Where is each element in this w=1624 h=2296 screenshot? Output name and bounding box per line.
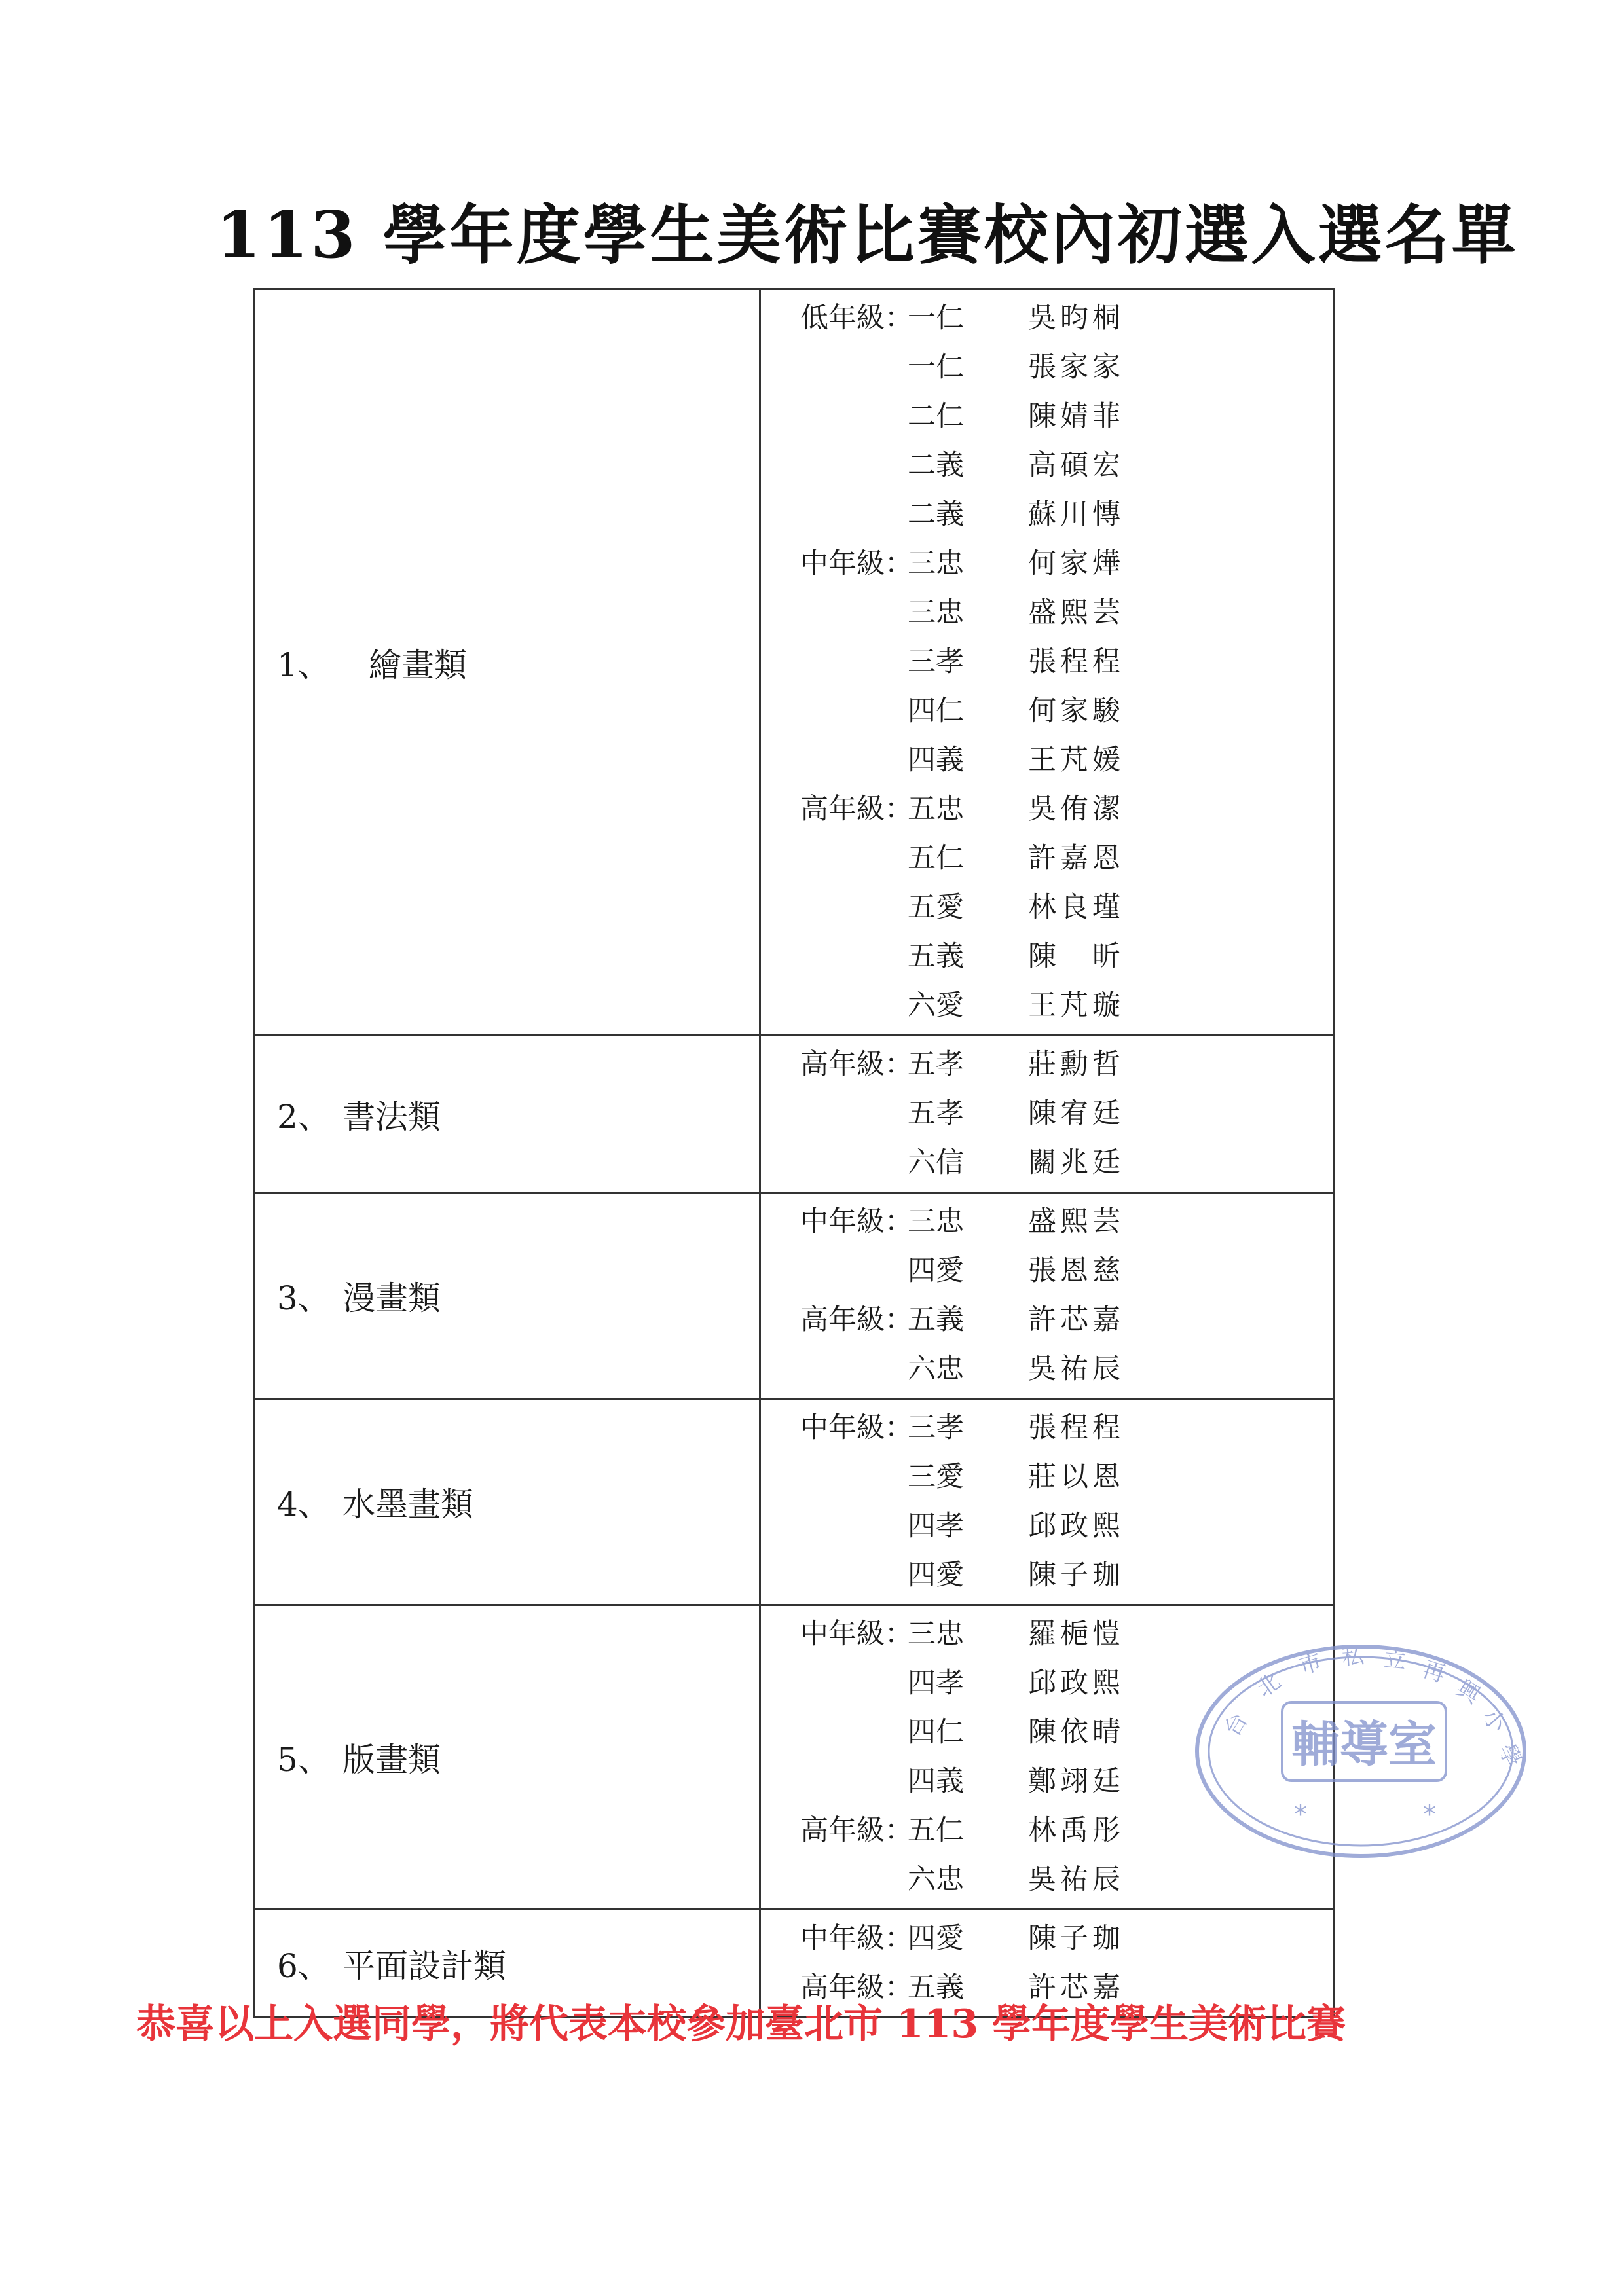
- student-entry: [761, 589, 1333, 638]
- grade-label: 中年級：: [800, 1618, 913, 1650]
- student-entry: [761, 1040, 1333, 1089]
- class-label: 五忠: [908, 793, 964, 826]
- congratulation-note: 恭喜以上入選同學，將代表本校參加臺北市 113 學年度學生美術比賽: [136, 2001, 1346, 2047]
- student-name: 吳昀桐: [1028, 302, 1124, 335]
- category-number: 4、: [277, 1485, 331, 1523]
- class-label: 五孝: [908, 1048, 964, 1081]
- category-name: 書法類: [342, 1097, 441, 1136]
- selection-table: [253, 288, 1335, 2018]
- student-name: 邱政熙: [1028, 1667, 1124, 1700]
- grade-label: 中年級：: [800, 1205, 913, 1238]
- grade-label: 低年級：: [800, 302, 913, 335]
- student-name: 高碩宏: [1028, 449, 1124, 482]
- class-label: 三忠: [908, 547, 964, 580]
- student-name: 許芯嘉: [1028, 1971, 1124, 2004]
- grade-label: 高年級：: [800, 1048, 913, 1081]
- student-name: 何家駿: [1028, 695, 1124, 727]
- student-name: 鄭翊廷: [1028, 1765, 1124, 1798]
- class-label: 三忠: [908, 596, 964, 629]
- class-label: 六愛: [908, 989, 964, 1022]
- student-name: 盛熙芸: [1028, 596, 1124, 629]
- entries-cell: [760, 1399, 1334, 1605]
- category-cell: [254, 1036, 760, 1193]
- student-entry: [761, 1551, 1333, 1600]
- category-number: 3、: [277, 1279, 331, 1317]
- student-name: 林禹彤: [1028, 1814, 1124, 1847]
- student-entry: [761, 1296, 1333, 1345]
- class-label: 五愛: [908, 891, 964, 924]
- entries-cell: [760, 289, 1334, 1036]
- student-name: 蘇川慱: [1028, 498, 1124, 531]
- page-title: 113 學年度學生美術比賽校內初選入選名單: [216, 198, 1519, 273]
- class-label: 四愛: [908, 1254, 964, 1287]
- class-label: 五義: [908, 1303, 964, 1336]
- student-name: 吳侑潔: [1028, 793, 1124, 826]
- entries-cell: [760, 1036, 1334, 1193]
- student-entry: [761, 1139, 1333, 1188]
- student-entry: [761, 1197, 1333, 1247]
- class-label: 三忠: [908, 1618, 964, 1650]
- student-entry: [761, 294, 1333, 343]
- table-body: [254, 289, 1334, 2018]
- category-number: 1、: [277, 646, 331, 684]
- student-name: 邱政熙: [1028, 1510, 1124, 1542]
- student-name: 莊以恩: [1028, 1461, 1124, 1493]
- student-entry: [761, 1502, 1333, 1551]
- class-label: 五仁: [908, 1814, 964, 1847]
- student-name: 許芯嘉: [1028, 1303, 1124, 1336]
- student-name: 盛熙芸: [1028, 1205, 1124, 1238]
- student-entry: [761, 1404, 1333, 1453]
- student-entry: [761, 932, 1333, 981]
- category-cell: [254, 289, 760, 1036]
- student-name: 許嘉恩: [1028, 842, 1124, 875]
- category-name: 版畫類: [342, 1741, 441, 1779]
- student-entry: [761, 490, 1333, 539]
- student-name: 吳祐辰: [1028, 1353, 1124, 1385]
- grade-label: 中年級：: [800, 1412, 913, 1444]
- category-row: [254, 1036, 1334, 1193]
- student-entry: [761, 343, 1333, 392]
- class-label: 二仁: [908, 400, 964, 433]
- student-name: 張家家: [1028, 351, 1124, 384]
- svg-text:立: 立: [1382, 1646, 1408, 1675]
- student-name: 陳婧菲: [1028, 400, 1124, 433]
- category-row: [254, 289, 1334, 1036]
- svg-text:輔導室: 輔導室: [1291, 1717, 1437, 1773]
- class-label: 三愛: [908, 1461, 964, 1493]
- student-name: 陳 昕: [1028, 940, 1124, 973]
- category-row: [254, 1605, 1334, 1910]
- student-entry: [761, 687, 1333, 736]
- svg-text:私: 私: [1340, 1643, 1365, 1671]
- class-label: 五義: [908, 1971, 964, 2004]
- student-entry: [761, 785, 1333, 834]
- category-number: 5、: [277, 1741, 331, 1779]
- category-cell: [254, 1193, 760, 1399]
- grade-label: 中年級：: [800, 1922, 913, 1955]
- student-name: 林良瑾: [1028, 891, 1124, 924]
- svg-text:*: *: [1294, 1800, 1307, 1830]
- class-label: 四愛: [908, 1559, 964, 1592]
- student-name: 何家燁: [1028, 547, 1124, 580]
- category-name: 漫畫類: [342, 1279, 441, 1317]
- category-row: [254, 1399, 1334, 1605]
- grade-label: 高年級：: [800, 1303, 913, 1336]
- class-label: 六忠: [908, 1353, 964, 1385]
- student-name: 莊勳哲: [1028, 1048, 1124, 1081]
- student-entry: [761, 539, 1333, 589]
- student-entry: [761, 883, 1333, 932]
- class-label: 三孝: [908, 1412, 964, 1444]
- student-entry: [761, 1247, 1333, 1296]
- category-cell: [254, 1399, 760, 1605]
- class-label: 四義: [908, 1765, 964, 1798]
- svg-text:學: 學: [1492, 1740, 1526, 1772]
- student-entry: [761, 981, 1333, 1030]
- svg-text:北: 北: [1252, 1668, 1286, 1703]
- student-entry: [761, 638, 1333, 687]
- student-entry: [761, 834, 1333, 883]
- category-name: 水墨畫類: [342, 1485, 473, 1523]
- class-label: 六忠: [908, 1863, 964, 1896]
- svg-text:興: 興: [1452, 1675, 1485, 1709]
- student-name: 張程程: [1028, 646, 1124, 678]
- student-name: 陳子珈: [1028, 1559, 1124, 1592]
- grade-label: 高年級：: [800, 1971, 913, 2004]
- category-cell: [254, 1605, 760, 1910]
- class-label: 四愛: [908, 1922, 964, 1955]
- class-label: 四孝: [908, 1667, 964, 1700]
- class-label: 六信: [908, 1146, 964, 1179]
- student-entry: [761, 441, 1333, 490]
- class-label: 二義: [908, 498, 964, 531]
- category-number: 2、: [277, 1097, 331, 1136]
- svg-text:再: 再: [1419, 1656, 1449, 1688]
- svg-text:小: 小: [1477, 1704, 1511, 1738]
- student-entry: [761, 1345, 1333, 1394]
- student-entry: [761, 392, 1333, 441]
- svg-text:市: 市: [1296, 1648, 1325, 1680]
- student-name: 吳祐辰: [1028, 1863, 1124, 1896]
- student-entry: [761, 1453, 1333, 1502]
- category-name: 平面設計類: [342, 1947, 506, 1985]
- student-entry: [761, 736, 1333, 785]
- student-entry: [761, 1914, 1333, 1963]
- category-number: 6、: [277, 1947, 331, 1985]
- class-label: 三忠: [908, 1205, 964, 1238]
- class-label: 四孝: [908, 1510, 964, 1542]
- student-name: 陳子珈: [1028, 1922, 1124, 1955]
- student-name: 陳依晴: [1028, 1716, 1124, 1749]
- class-label: 一仁: [908, 351, 964, 384]
- svg-text:*: *: [1423, 1800, 1436, 1830]
- grade-label: 中年級：: [800, 547, 913, 580]
- class-label: 五仁: [908, 842, 964, 875]
- student-name: 張恩慈: [1028, 1254, 1124, 1287]
- class-label: 一仁: [908, 302, 964, 335]
- student-entry: [761, 1089, 1333, 1139]
- office-seal-stamp: [1190, 1640, 1531, 1863]
- student-entry: [761, 1855, 1333, 1904]
- category-row: [254, 1193, 1334, 1399]
- class-label: 四仁: [908, 1716, 964, 1749]
- category-name: 繪畫類: [369, 646, 467, 684]
- class-label: 四義: [908, 744, 964, 776]
- student-name: 王芃媛: [1028, 744, 1124, 776]
- class-label: 五孝: [908, 1097, 964, 1130]
- grade-label: 高年級：: [800, 793, 913, 826]
- entries-cell: [760, 1193, 1334, 1399]
- class-label: 五義: [908, 940, 964, 973]
- class-label: 三孝: [908, 646, 964, 678]
- grade-label: 高年級：: [800, 1814, 913, 1847]
- svg-text:台: 台: [1219, 1708, 1253, 1741]
- class-label: 二義: [908, 449, 964, 482]
- student-name: 陳宥廷: [1028, 1097, 1124, 1130]
- student-name: 關兆廷: [1028, 1146, 1124, 1179]
- class-label: 四仁: [908, 695, 964, 727]
- student-name: 張程程: [1028, 1412, 1124, 1444]
- student-name: 羅梔愷: [1028, 1618, 1124, 1650]
- student-name: 王芃璇: [1028, 989, 1124, 1022]
